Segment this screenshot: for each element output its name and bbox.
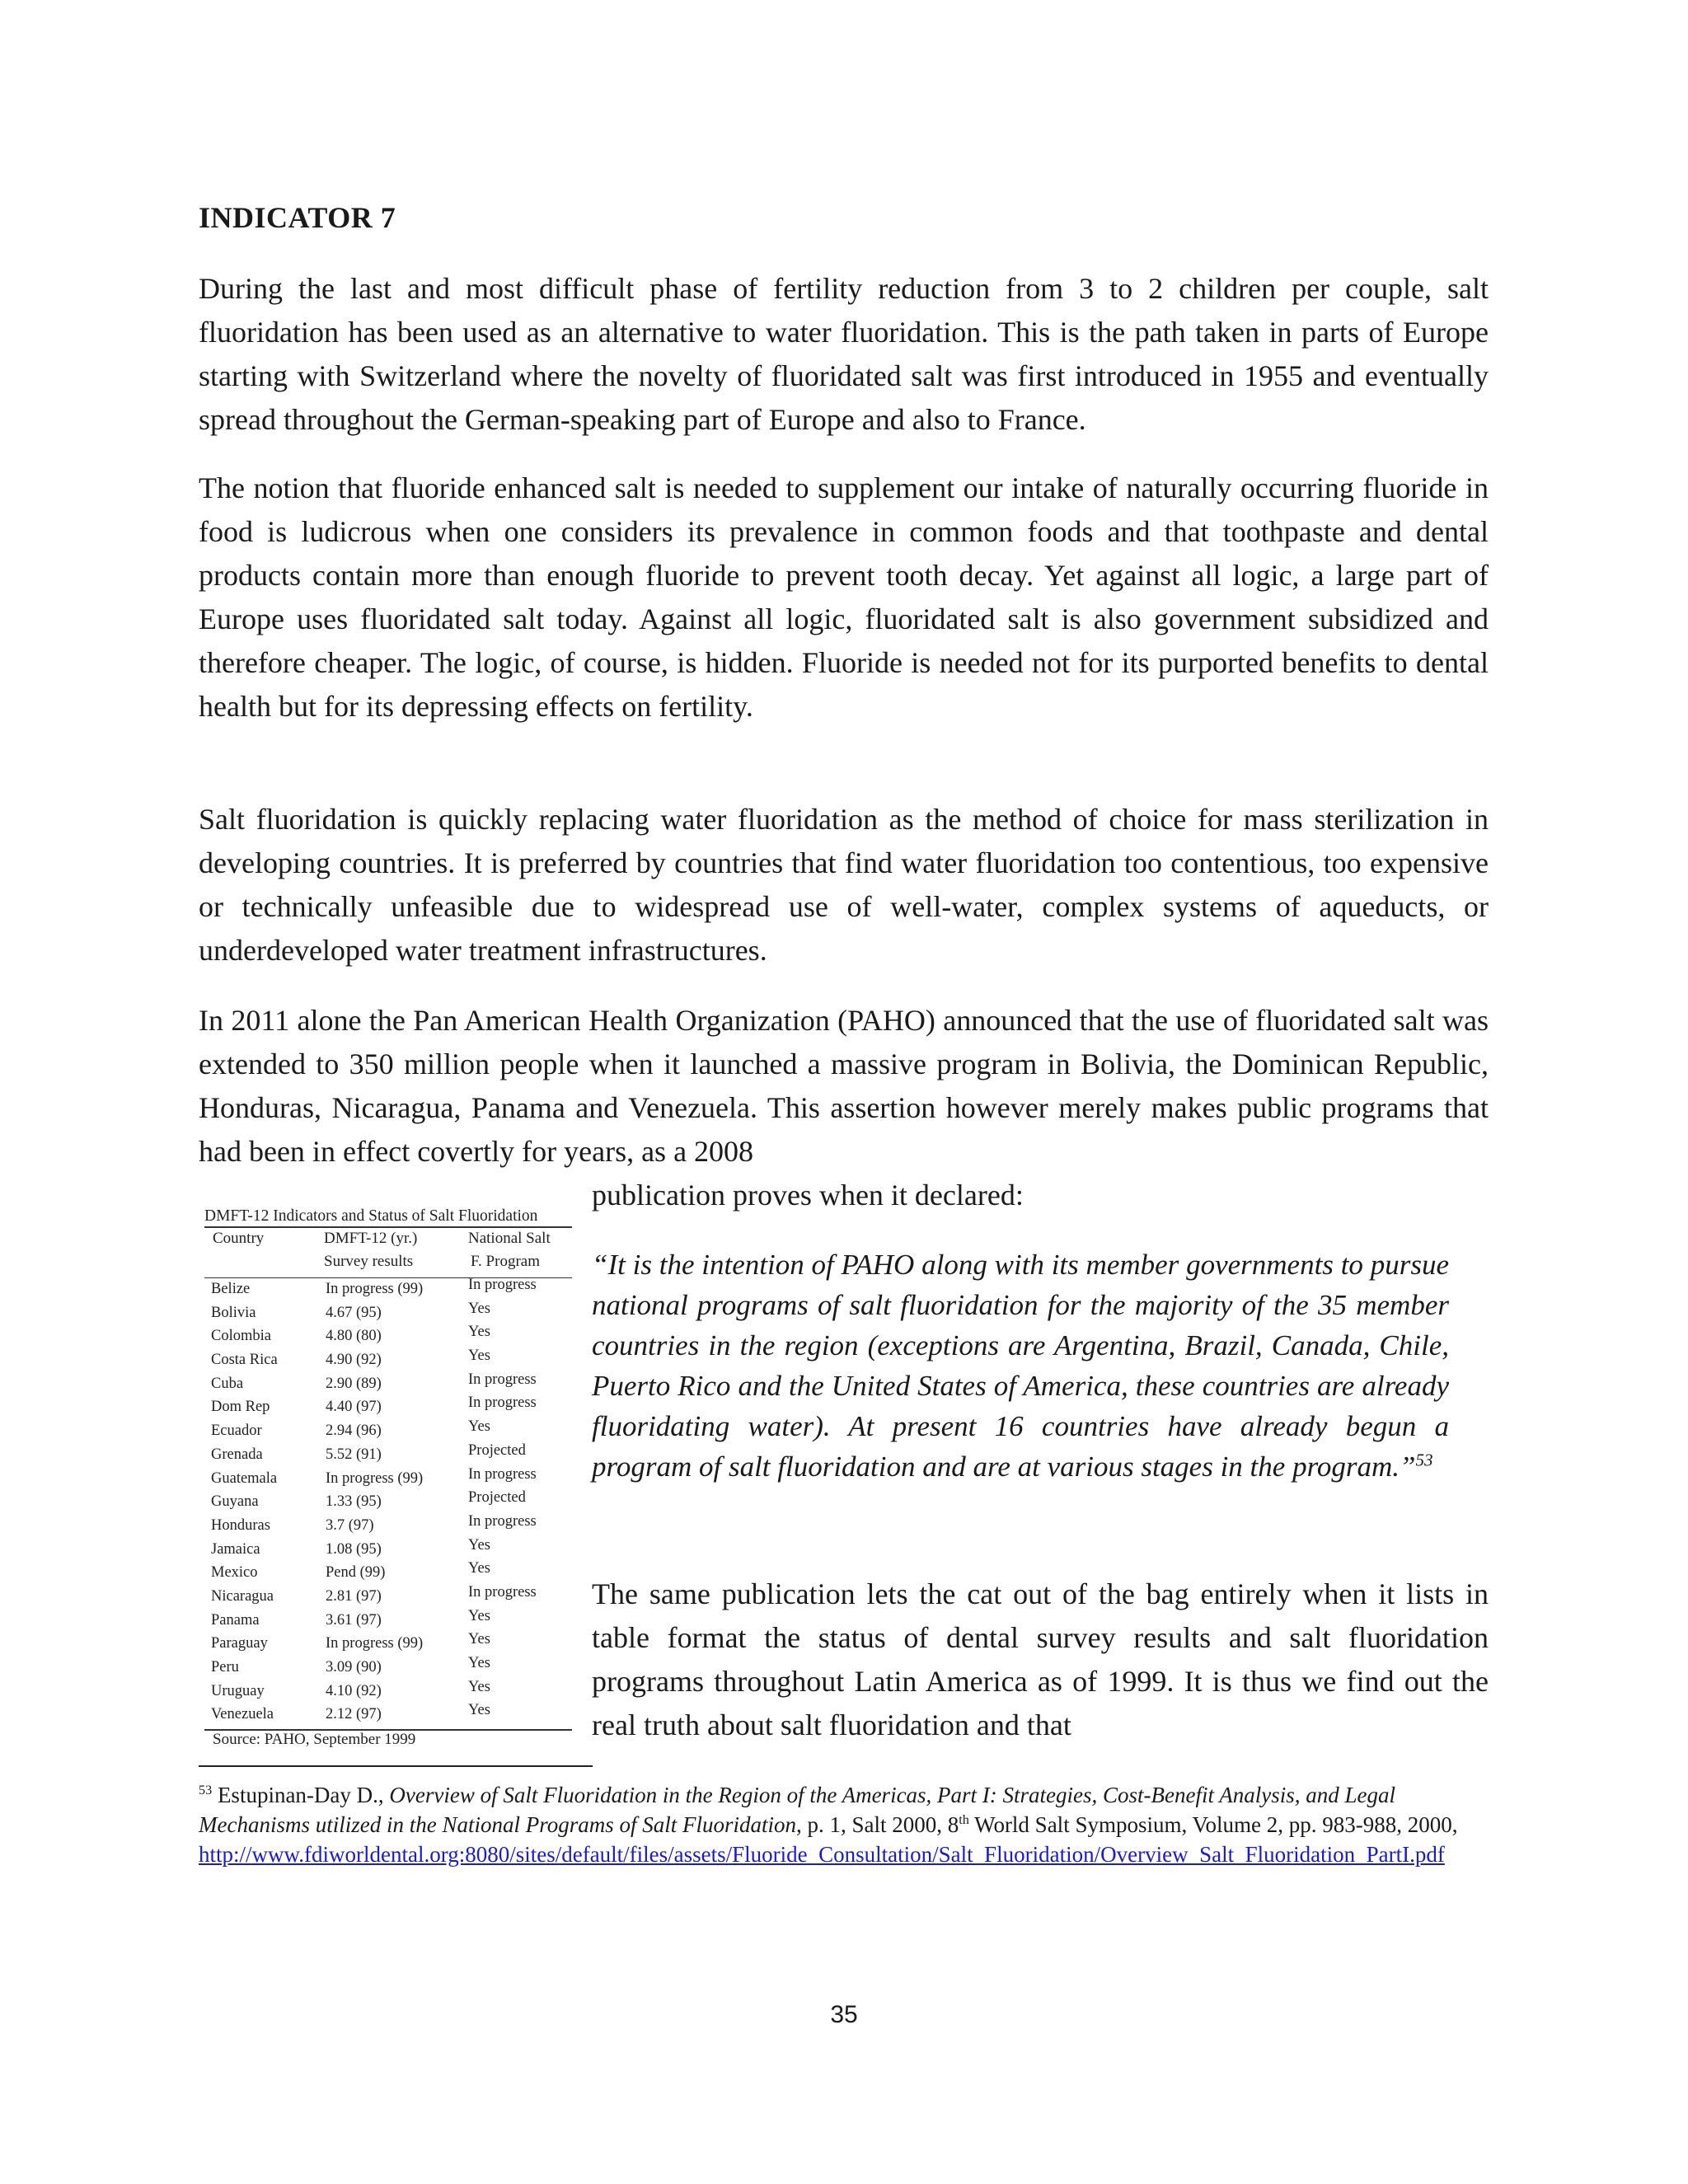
cell-program: Yes bbox=[468, 1678, 490, 1695]
table-row bbox=[204, 1491, 572, 1515]
cell-program: Yes bbox=[468, 1607, 490, 1624]
footnote-separator bbox=[199, 1765, 593, 1767]
cell-dmft: 2.94 (96) bbox=[326, 1422, 382, 1440]
cell-program: In progress bbox=[468, 1583, 537, 1601]
paragraph-2: The notion that fluoride enhanced salt is needed to supplement our intake of naturally occurring fluoride in food is ludicrous when one considers its prevalence in common foods and that toothpaste and dental products contain more than enough fluoride to prevent tooth decay. Yet against all logic, a large part of Europe uses fluoridated salt today. Against all logic, fluoridated salt is also government subsidized and therefore cheaper. The logic, of course, is hidden. Fluoride is needed not for its purported benefits to dental health but for its depressing effects on fertility. bbox=[199, 471, 1489, 723]
cell-dmft: 3.7 (97) bbox=[326, 1516, 374, 1534]
table-body bbox=[204, 1278, 572, 1727]
cell-country: Grenada bbox=[211, 1446, 263, 1463]
table-row bbox=[204, 1607, 572, 1633]
table-row bbox=[204, 1657, 572, 1680]
cell-dmft: Pend (99) bbox=[326, 1564, 386, 1582]
table-header bbox=[204, 1228, 572, 1277]
footnote-detail-sup: th bbox=[959, 1812, 969, 1827]
salt-fluoridation-table bbox=[204, 1207, 572, 1749]
section-heading: INDICATOR 7 bbox=[199, 201, 396, 234]
cell-program: Yes bbox=[468, 1631, 490, 1648]
cell-dmft: 4.10 (92) bbox=[326, 1682, 382, 1699]
cell-dmft: 1.33 (95) bbox=[326, 1493, 382, 1511]
footnote-author: Estupinan-Day D., bbox=[217, 1783, 390, 1807]
cell-program: In progress bbox=[468, 1371, 537, 1388]
cell-program: Yes bbox=[468, 1560, 490, 1577]
table-row bbox=[204, 1465, 572, 1492]
closing-paragraph: The same publication lets the cat out of the bag entirely when it lists in table format the status of dental survey results and salt fluoridation programs throughout Latin America as of 1999. It is thus we find out the real truth about salt fluoridation and that bbox=[592, 1577, 1489, 1741]
cell-program: In progress bbox=[468, 1465, 537, 1483]
cell-dmft: In progress (99) bbox=[326, 1469, 424, 1487]
table-row bbox=[204, 1373, 572, 1397]
footnote-title: Overview of Salt Fluoridation in the Region of the Americas, Part I: Strategies, Cost-Benefit Analysis, and Legal Mechanisms utilized in the National Programs of Salt Fluoridation bbox=[199, 1783, 1396, 1837]
cell-dmft: In progress (99) bbox=[326, 1281, 424, 1297]
cell-dmft: In progress (99) bbox=[326, 1635, 424, 1652]
cell-program: Yes bbox=[468, 1347, 490, 1365]
cell-country: Honduras bbox=[211, 1516, 270, 1534]
cell-country: Guatemala bbox=[211, 1469, 278, 1487]
cell-dmft: 2.90 (89) bbox=[326, 1375, 382, 1392]
pull-quote bbox=[592, 1244, 1449, 1487]
cell-country: Costa Rica bbox=[211, 1352, 278, 1369]
table-source: Source: PAHO, September 1999 bbox=[213, 1731, 416, 1749]
cell-country: Jamaica bbox=[211, 1540, 260, 1558]
cell-country: Colombia bbox=[211, 1328, 271, 1345]
header-dmft-sub: Survey results bbox=[324, 1253, 414, 1270]
cell-dmft: 4.80 (80) bbox=[326, 1328, 382, 1345]
cell-program: Yes bbox=[468, 1536, 490, 1554]
cell-country: Paraguay bbox=[211, 1635, 268, 1652]
cell-country: Bolivia bbox=[211, 1304, 256, 1321]
cell-country: Cuba bbox=[211, 1375, 244, 1392]
cell-program: In progress bbox=[468, 1277, 537, 1293]
cell-dmft: 2.12 (97) bbox=[326, 1706, 382, 1723]
footnote-detail-b: World Salt Symposium, Volume 2, pp. 983-988, 2000, bbox=[968, 1812, 1458, 1837]
cell-country: Nicaragua bbox=[211, 1587, 274, 1605]
table-row bbox=[204, 1441, 572, 1468]
table-row bbox=[204, 1325, 572, 1349]
paragraph-1: During the last and most difficult phase of fertility reduction from 3 to 2 children per couple, salt fluoridation has been used as an alternative to water fluoridation. This is the path taken in parts of Europe starting with Switzerland where the novelty of fluoridated salt was first introduced in 1955 and eventually spread throughout the German-speaking part of Europe and also to France. bbox=[199, 272, 1489, 436]
cell-country: Venezuela bbox=[211, 1706, 274, 1723]
header-country: Country bbox=[213, 1230, 265, 1247]
header-program: National Salt bbox=[468, 1230, 551, 1247]
page-number: 35 bbox=[830, 2001, 858, 2028]
cell-program: Yes bbox=[468, 1655, 490, 1671]
cell-country: Mexico bbox=[211, 1564, 258, 1582]
cell-country: Panama bbox=[211, 1611, 260, 1629]
cell-dmft: 2.81 (97) bbox=[326, 1587, 382, 1605]
cell-program: Projected bbox=[468, 1489, 526, 1507]
table-row bbox=[204, 1704, 572, 1727]
table-row bbox=[204, 1396, 572, 1420]
cell-program: Yes bbox=[468, 1418, 490, 1436]
cell-dmft: 4.90 (92) bbox=[326, 1352, 382, 1369]
cell-country: Belize bbox=[211, 1281, 251, 1297]
cell-program: In progress bbox=[468, 1394, 537, 1412]
footnote-detail-a: , p. 1, Salt 2000, 8 bbox=[796, 1812, 959, 1837]
table-row bbox=[204, 1583, 572, 1610]
cell-dmft: 3.09 (90) bbox=[326, 1659, 382, 1675]
header-dmft: DMFT-12 (yr.) bbox=[324, 1230, 418, 1247]
table-row bbox=[204, 1420, 572, 1444]
cell-program: Yes bbox=[468, 1324, 490, 1341]
cell-country: Uruguay bbox=[211, 1682, 265, 1699]
table-row bbox=[204, 1562, 572, 1586]
paragraph-4-continuation: publication proves when it declared: bbox=[592, 1179, 1024, 1212]
cell-program: Projected bbox=[468, 1441, 526, 1459]
cell-country: Ecuador bbox=[211, 1422, 262, 1440]
cell-country: Dom Rep bbox=[211, 1399, 270, 1416]
quote-text: “It is the intention of PAHO along with its member governments to pursue national programs of salt fluoridation for the majority of the 35 member countries in the region (exceptions are Argentina, Brazil, Canada, Chile, Puerto Rico and the United States of America, these countries are already fluoridating water). At present 16 countries have already begun a program of salt fluoridation and are at various stages in the program.” bbox=[592, 1249, 1449, 1483]
cell-dmft: 4.40 (97) bbox=[326, 1399, 382, 1416]
paragraph-4: In 2011 alone the Pan American Health Organization (PAHO) announced that the use of fluoridated salt was extended to 350 million people when it launched a massive program in Bolivia, the Dominican Republic, Honduras, Nicaragua, Panama and Venezuela. This assertion however merely makes public programs that had been in effect covertly for years, as a 2008 bbox=[199, 1004, 1489, 1168]
cell-program: Yes bbox=[468, 1702, 490, 1719]
quote-footnote-ref[interactable]: 53 bbox=[1415, 1450, 1433, 1470]
cell-country: Peru bbox=[211, 1659, 239, 1675]
table-title: DMFT-12 Indicators and Status of Salt Fluoridation bbox=[204, 1207, 538, 1225]
table-row bbox=[204, 1278, 572, 1302]
table-row bbox=[204, 1512, 572, 1539]
table-row bbox=[204, 1349, 572, 1373]
footnote-url-link[interactable]: http://www.fdiworldental.org:8080/sites/default/files/assets/Fluoride_Consultation/Salt_Fluoridation/Overview_Salt_Fluoridation_PartI.pdf bbox=[199, 1842, 1445, 1867]
cell-program: In progress bbox=[468, 1512, 537, 1530]
footnote-53 bbox=[199, 1780, 1493, 1869]
table-row bbox=[204, 1536, 572, 1563]
footnote-number: 53 bbox=[199, 1783, 213, 1797]
header-program-sub: F. Program bbox=[471, 1253, 540, 1270]
cell-country: Guyana bbox=[211, 1493, 259, 1511]
cell-dmft: 1.08 (95) bbox=[326, 1540, 382, 1558]
cell-program: Yes bbox=[468, 1300, 490, 1317]
cell-dmft: 3.61 (97) bbox=[326, 1611, 382, 1629]
table-row bbox=[204, 1633, 572, 1657]
cell-dmft: 5.52 (91) bbox=[326, 1446, 382, 1463]
table-row bbox=[204, 1302, 572, 1326]
table-row bbox=[204, 1680, 572, 1704]
cell-dmft: 4.67 (95) bbox=[326, 1304, 382, 1321]
paragraph-3: Salt fluoridation is quickly replacing water fluoridation as the method of choice for mass sterilization in developing countries. It is preferred by countries that find water fluoridation too contentious, too expensive or technically unfeasible due to widespread use of well-water, complex systems of aqueducts, or underdeveloped water treatment infrastructures. bbox=[199, 803, 1489, 967]
